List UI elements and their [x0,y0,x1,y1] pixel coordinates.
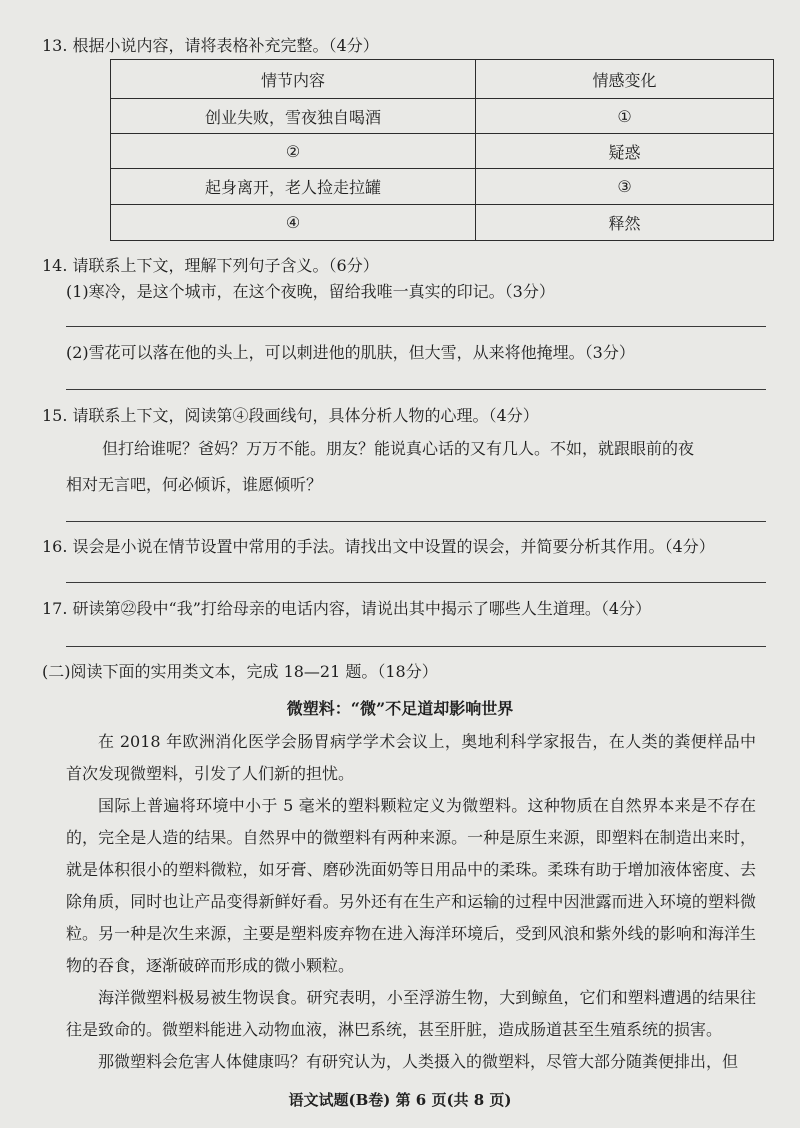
article-title: 微塑料：“微”不足道却影响世界 [286,699,514,718]
answer-line [66,389,766,390]
q15-prompt: 15. 请联系上下文，阅读第④段画线句，具体分析人物的心理。（4分） [42,406,539,425]
q16-prompt: 16. 误会是小说在情节设置中常用的手法。请找出文中设置的误会，并简要分析其作用。（4分） [42,537,715,556]
section2-heading: (二)阅读下面的实用类文本，完成 18—21 题。（18分） [42,662,438,681]
article-paragraph-3: 海洋微塑料极易被生物误食。研究表明，小至浮游生物，大到鲸鱼，它们和塑料遭遇的结果往往是致命的。微塑料能进入动物血液，淋巴系统，甚至肝脏，造成肠道甚至生殖系统的损害。 [66,988,756,1039]
table-header-plot: 情节内容 [111,60,476,99]
table-cell: ② [111,134,476,169]
article-paragraph-4: 那微塑料会危害人体健康吗？有研究认为，人类摄入的微塑料，尽管大部分随粪便排出，但 [98,1052,739,1071]
q14-prompt: 14. 请联系上下文，理解下列句子含义。（6分） [42,256,379,275]
q15-quote-line2: 相对无言吧，何必倾诉，谁愿倾听？ [66,475,323,494]
page-footer: 语文试题(B卷) 第 6 页(共 8 页) [288,1091,512,1109]
answer-line [66,646,766,647]
table-header-emotion: 情感变化 [476,60,774,99]
q14-sub1: (1)寒冷，是这个城市，在这个夜晚，留给我唯一真实的印记。（3分） [66,282,555,301]
q17-prompt: 17. 研读第㉒段中“我”打给母亲的电话内容，请说出其中揭示了哪些人生道理。（4分） [42,599,652,618]
table-cell: 释然 [476,205,774,241]
table-cell: 创业失败，雪夜独自喝酒 [111,99,476,134]
table-cell: ③ [476,169,774,205]
table-cell: 起身离开，老人捡走拉罐 [111,169,476,205]
q13-prompt: 13. 根据小说内容，请将表格补充完整。（4分） [42,36,379,55]
article-paragraph-1: 在 2018 年欧洲消化医学会肠胃病学学术会议上，奥地利科学家报告，在人类的粪便样品中首次发现微塑料，引发了人们新的担忧。 [66,732,756,783]
plot-emotion-table [110,59,774,241]
table-cell: 疑惑 [476,134,774,169]
table-cell: ④ [111,205,476,241]
answer-line [66,326,766,327]
answer-line [66,582,766,583]
q14-sub2: (2)雪花可以落在他的头上，可以刺进他的肌肤，但大雪，从来将他掩埋。（3分） [66,343,635,362]
table-cell: ① [476,99,774,134]
answer-line [66,521,766,522]
article-paragraph-2: 国际上普遍将环境中小于 5 毫米的塑料颗粒定义为微塑料。这种物质在自然界本来是不存在的，完全是人造的结果。自然界中的微塑料有两种来源。一种是原生来源，即塑料在制造出来时，就是体积很小的塑料微粒，如牙膏、磨砂洗面奶等日用品中的柔珠。柔珠有助于增加液体密度、去除角质，同时也让产品变得新鲜好看。另外还有在生产和运输的过程中因泄露而进入环境的塑料微粒。另一种是次生来源，主要是塑料废弃物在进入海洋环境后，受到风浪和紫外线的影响和海洋生物的吞食，逐渐破碎而形成的微小颗粒。 [66,796,756,975]
q15-quote-line1: 但打给谁呢？爸妈？万万不能。朋友？能说真心话的又有几人。不如，就跟眼前的夜 [102,439,695,458]
